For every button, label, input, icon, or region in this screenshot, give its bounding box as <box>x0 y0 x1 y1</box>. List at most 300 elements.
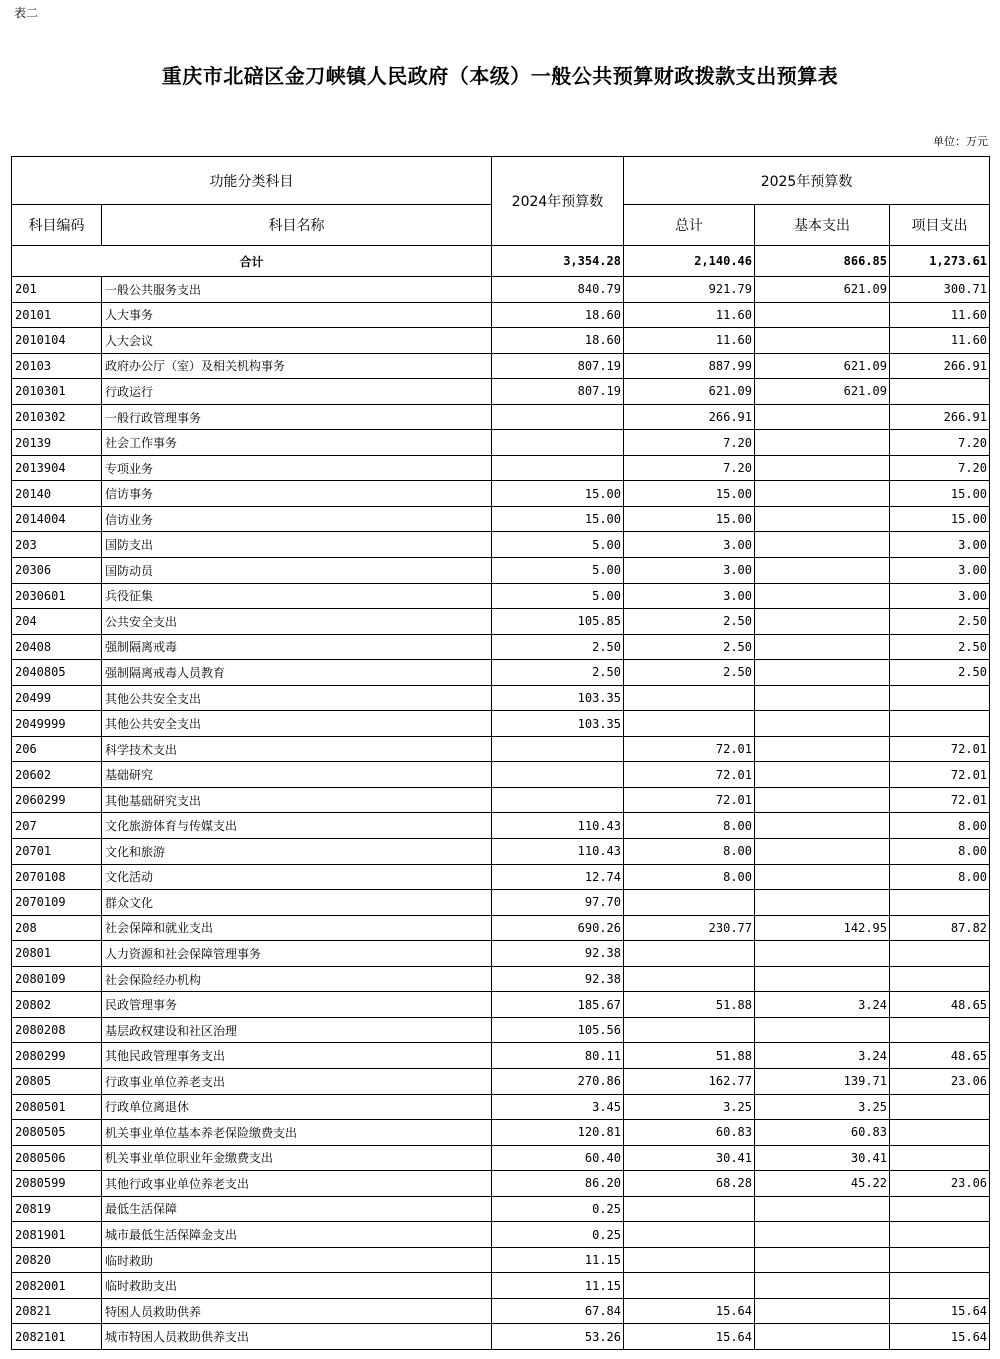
table-row <box>12 302 990 328</box>
row-name: 国防动员 <box>102 558 492 584</box>
row-basic <box>755 711 890 737</box>
row-name: 基础研究 <box>102 762 492 788</box>
table-row <box>12 1145 990 1171</box>
table-row <box>12 583 990 609</box>
row-code: 2070108 <box>12 864 102 890</box>
row-basic <box>755 1298 890 1324</box>
row-basic <box>755 864 890 890</box>
row-b2024: 5.00 <box>492 532 624 558</box>
row-project <box>890 1017 990 1043</box>
row-project <box>890 941 990 967</box>
row-total: 72.01 <box>624 736 755 762</box>
row-project: 15.00 <box>890 481 990 507</box>
row-code: 2080501 <box>12 1094 102 1120</box>
row-name: 政府办公厅（室）及相关机构事务 <box>102 353 492 379</box>
table-body <box>12 246 990 1350</box>
row-project <box>890 1094 990 1120</box>
row-code: 2030601 <box>12 583 102 609</box>
row-code: 20408 <box>12 634 102 660</box>
row-name: 国防支出 <box>102 532 492 558</box>
row-name: 文化和旅游 <box>102 839 492 865</box>
table-row <box>12 1043 990 1069</box>
row-code: 201 <box>12 277 102 303</box>
row-basic <box>755 1196 890 1222</box>
row-code: 2082001 <box>12 1273 102 1299</box>
row-name: 公共安全支出 <box>102 609 492 635</box>
row-code: 20819 <box>12 1196 102 1222</box>
row-project: 72.01 <box>890 736 990 762</box>
row-basic <box>755 941 890 967</box>
table-row <box>12 1068 990 1094</box>
row-project: 23.06 <box>890 1068 990 1094</box>
row-basic <box>755 609 890 635</box>
row-b2024: 11.15 <box>492 1247 624 1273</box>
row-project <box>890 1247 990 1273</box>
table-row <box>12 685 990 711</box>
row-total: 7.20 <box>624 430 755 456</box>
row-name: 一般行政管理事务 <box>102 404 492 430</box>
row-total: 15.64 <box>624 1298 755 1324</box>
row-name: 城市特困人员救助供养支出 <box>102 1324 492 1350</box>
row-project: 15.00 <box>890 506 990 532</box>
row-basic <box>755 583 890 609</box>
row-code: 2080299 <box>12 1043 102 1069</box>
row-total: 3.00 <box>624 583 755 609</box>
row-project: 15.64 <box>890 1324 990 1350</box>
row-code: 2013904 <box>12 455 102 481</box>
table-row <box>12 1094 990 1120</box>
row-b2024 <box>492 762 624 788</box>
table-row <box>12 277 990 303</box>
table-row <box>12 353 990 379</box>
row-code: 2080506 <box>12 1145 102 1171</box>
row-total <box>624 685 755 711</box>
row-basic: 3.25 <box>755 1094 890 1120</box>
row-code: 2060299 <box>12 787 102 813</box>
row-project <box>890 1120 990 1146</box>
row-code: 2080109 <box>12 966 102 992</box>
row-project: 8.00 <box>890 864 990 890</box>
header-basic: 基本支出 <box>755 205 890 246</box>
row-name: 其他行政事业单位养老支出 <box>102 1171 492 1197</box>
table-row <box>12 532 990 558</box>
row-name: 其他基础研究支出 <box>102 787 492 813</box>
row-project <box>890 1222 990 1248</box>
row-code: 208 <box>12 915 102 941</box>
table-row <box>12 1120 990 1146</box>
row-name: 行政单位离退休 <box>102 1094 492 1120</box>
row-basic <box>755 736 890 762</box>
table-row <box>12 379 990 405</box>
row-project: 2.50 <box>890 660 990 686</box>
row-b2024: 67.84 <box>492 1298 624 1324</box>
row-total <box>624 711 755 737</box>
row-b2024: 185.67 <box>492 992 624 1018</box>
row-name: 社会保险经办机构 <box>102 966 492 992</box>
row-basic <box>755 558 890 584</box>
row-name: 科学技术支出 <box>102 736 492 762</box>
row-total: 230.77 <box>624 915 755 941</box>
row-basic: 60.83 <box>755 1120 890 1146</box>
row-total <box>624 966 755 992</box>
row-project: 23.06 <box>890 1171 990 1197</box>
row-total: 2.50 <box>624 634 755 660</box>
table-row <box>12 813 990 839</box>
row-b2024: 110.43 <box>492 839 624 865</box>
row-name: 社会保障和就业支出 <box>102 915 492 941</box>
row-project: 72.01 <box>890 787 990 813</box>
row-code: 2082101 <box>12 1324 102 1350</box>
total-b2024: 3,354.28 <box>492 246 624 277</box>
row-total <box>624 1196 755 1222</box>
table-row <box>12 609 990 635</box>
row-b2024: 105.85 <box>492 609 624 635</box>
header-name: 科目名称 <box>102 205 492 246</box>
row-basic: 3.24 <box>755 992 890 1018</box>
row-project: 8.00 <box>890 839 990 865</box>
row-b2024: 690.26 <box>492 915 624 941</box>
row-total: 2.50 <box>624 660 755 686</box>
row-name: 其他公共安全支出 <box>102 685 492 711</box>
row-basic: 621.09 <box>755 353 890 379</box>
row-project: 2.50 <box>890 634 990 660</box>
row-code: 20805 <box>12 1068 102 1094</box>
row-b2024: 840.79 <box>492 277 624 303</box>
row-name: 其他公共安全支出 <box>102 711 492 737</box>
row-name: 机关事业单位职业年金缴费支出 <box>102 1145 492 1171</box>
header-budget-2024: 2024年预算数 <box>492 157 624 246</box>
row-b2024: 18.60 <box>492 302 624 328</box>
row-b2024: 92.38 <box>492 941 624 967</box>
table-row <box>12 890 990 916</box>
row-project: 72.01 <box>890 762 990 788</box>
row-total: 3.00 <box>624 558 755 584</box>
row-basic <box>755 685 890 711</box>
row-project: 15.64 <box>890 1298 990 1324</box>
row-name: 信访事务 <box>102 481 492 507</box>
row-basic <box>755 839 890 865</box>
row-b2024: 807.19 <box>492 379 624 405</box>
table-number-label: 表二 <box>14 6 39 20</box>
row-b2024 <box>492 404 624 430</box>
row-total: 8.00 <box>624 839 755 865</box>
row-basic <box>755 966 890 992</box>
table-row <box>12 1017 990 1043</box>
row-basic <box>755 328 890 354</box>
row-project: 11.60 <box>890 302 990 328</box>
row-basic <box>755 787 890 813</box>
row-code: 2010302 <box>12 404 102 430</box>
total-row <box>12 246 990 277</box>
header-func-class: 功能分类科目 <box>12 157 492 205</box>
row-name: 其他民政管理事务支出 <box>102 1043 492 1069</box>
row-b2024 <box>492 430 624 456</box>
row-basic: 142.95 <box>755 915 890 941</box>
row-code: 20306 <box>12 558 102 584</box>
row-code: 2080505 <box>12 1120 102 1146</box>
row-code: 2010301 <box>12 379 102 405</box>
row-basic <box>755 455 890 481</box>
row-name: 城市最低生活保障金支出 <box>102 1222 492 1248</box>
row-b2024: 0.25 <box>492 1222 624 1248</box>
header-project: 项目支出 <box>890 205 990 246</box>
row-basic <box>755 890 890 916</box>
row-name: 临时救助支出 <box>102 1273 492 1299</box>
row-b2024: 18.60 <box>492 328 624 354</box>
row-code: 203 <box>12 532 102 558</box>
row-name: 人力资源和社会保障管理事务 <box>102 941 492 967</box>
row-basic: 45.22 <box>755 1171 890 1197</box>
row-project <box>890 1273 990 1299</box>
table-row <box>12 864 990 890</box>
row-code: 2010104 <box>12 328 102 354</box>
row-project: 48.65 <box>890 992 990 1018</box>
row-basic <box>755 506 890 532</box>
row-total: 15.00 <box>624 506 755 532</box>
row-project: 266.91 <box>890 404 990 430</box>
budget-table <box>11 156 990 1350</box>
row-b2024: 270.86 <box>492 1068 624 1094</box>
row-project <box>890 890 990 916</box>
table-row <box>12 1324 990 1350</box>
table-row <box>12 1196 990 1222</box>
row-b2024: 86.20 <box>492 1171 624 1197</box>
row-total: 72.01 <box>624 762 755 788</box>
row-b2024: 12.74 <box>492 864 624 890</box>
row-project: 2.50 <box>890 609 990 635</box>
row-name: 强制隔离戒毒 <box>102 634 492 660</box>
header-total: 总计 <box>624 205 755 246</box>
row-project <box>890 685 990 711</box>
row-code: 204 <box>12 609 102 635</box>
table-row <box>12 762 990 788</box>
row-basic <box>755 404 890 430</box>
row-project: 300.71 <box>890 277 990 303</box>
row-total <box>624 890 755 916</box>
row-total: 3.00 <box>624 532 755 558</box>
row-total: 15.00 <box>624 481 755 507</box>
row-code: 2081901 <box>12 1222 102 1248</box>
row-code: 20802 <box>12 992 102 1018</box>
row-basic <box>755 634 890 660</box>
row-project <box>890 711 990 737</box>
row-b2024: 0.25 <box>492 1196 624 1222</box>
row-name: 兵役征集 <box>102 583 492 609</box>
table-row <box>12 711 990 737</box>
row-project: 3.00 <box>890 532 990 558</box>
table-row <box>12 736 990 762</box>
row-project: 3.00 <box>890 558 990 584</box>
row-total: 15.64 <box>624 1324 755 1350</box>
row-total: 60.83 <box>624 1120 755 1146</box>
row-code: 20801 <box>12 941 102 967</box>
row-code: 20140 <box>12 481 102 507</box>
header-budget-2025: 2025年预算数 <box>624 157 990 205</box>
row-name: 最低生活保障 <box>102 1196 492 1222</box>
row-code: 2014004 <box>12 506 102 532</box>
table-row <box>12 839 990 865</box>
row-code: 20820 <box>12 1247 102 1273</box>
row-total: 11.60 <box>624 302 755 328</box>
row-basic <box>755 1273 890 1299</box>
row-code: 20499 <box>12 685 102 711</box>
row-total <box>624 941 755 967</box>
row-b2024: 105.56 <box>492 1017 624 1043</box>
table-row <box>12 455 990 481</box>
row-total: 51.88 <box>624 1043 755 1069</box>
row-name: 文化旅游体育与传媒支出 <box>102 813 492 839</box>
row-basic <box>755 430 890 456</box>
row-total: 30.41 <box>624 1145 755 1171</box>
row-total <box>624 1017 755 1043</box>
table-row <box>12 992 990 1018</box>
row-total <box>624 1247 755 1273</box>
row-project: 7.20 <box>890 430 990 456</box>
table-row <box>12 1298 990 1324</box>
row-b2024: 11.15 <box>492 1273 624 1299</box>
row-basic <box>755 481 890 507</box>
table-row <box>12 1273 990 1299</box>
row-code: 206 <box>12 736 102 762</box>
row-code: 2080208 <box>12 1017 102 1043</box>
row-basic: 30.41 <box>755 1145 890 1171</box>
row-basic <box>755 532 890 558</box>
row-name: 群众文化 <box>102 890 492 916</box>
row-project: 11.60 <box>890 328 990 354</box>
row-total: 621.09 <box>624 379 755 405</box>
row-name: 临时救助 <box>102 1247 492 1273</box>
page-title: 重庆市北碚区金刀峡镇人民政府（本级）一般公共预算财政拨款支出预算表 <box>161 64 839 88</box>
row-basic: 621.09 <box>755 379 890 405</box>
row-code: 20602 <box>12 762 102 788</box>
row-project: 8.00 <box>890 813 990 839</box>
row-total: 7.20 <box>624 455 755 481</box>
row-b2024: 53.26 <box>492 1324 624 1350</box>
row-name: 文化活动 <box>102 864 492 890</box>
row-code: 20101 <box>12 302 102 328</box>
row-b2024: 120.81 <box>492 1120 624 1146</box>
row-code: 207 <box>12 813 102 839</box>
table-header <box>12 157 990 246</box>
row-total: 8.00 <box>624 864 755 890</box>
row-total: 266.91 <box>624 404 755 430</box>
row-project <box>890 1145 990 1171</box>
row-b2024: 92.38 <box>492 966 624 992</box>
row-project: 48.65 <box>890 1043 990 1069</box>
table-row <box>12 1171 990 1197</box>
table-row <box>12 558 990 584</box>
row-project: 3.00 <box>890 583 990 609</box>
row-basic <box>755 762 890 788</box>
total-project: 1,273.61 <box>890 246 990 277</box>
row-basic <box>755 302 890 328</box>
row-name: 民政管理事务 <box>102 992 492 1018</box>
row-name: 专项业务 <box>102 455 492 481</box>
row-b2024: 3.45 <box>492 1094 624 1120</box>
row-name: 行政运行 <box>102 379 492 405</box>
row-code: 2080599 <box>12 1171 102 1197</box>
row-b2024: 80.11 <box>492 1043 624 1069</box>
row-project <box>890 966 990 992</box>
row-total: 51.88 <box>624 992 755 1018</box>
table-row <box>12 328 990 354</box>
row-project: 266.91 <box>890 353 990 379</box>
header-code: 科目编码 <box>12 205 102 246</box>
table-row <box>12 481 990 507</box>
row-b2024: 2.50 <box>492 634 624 660</box>
row-total <box>624 1273 755 1299</box>
row-code: 20821 <box>12 1298 102 1324</box>
row-b2024: 807.19 <box>492 353 624 379</box>
row-total: 11.60 <box>624 328 755 354</box>
row-name: 强制隔离戒毒人员教育 <box>102 660 492 686</box>
row-code: 20103 <box>12 353 102 379</box>
row-name: 人大事务 <box>102 302 492 328</box>
row-total <box>624 1222 755 1248</box>
row-b2024: 103.35 <box>492 711 624 737</box>
table-row <box>12 1247 990 1273</box>
row-b2024: 97.70 <box>492 890 624 916</box>
row-total: 72.01 <box>624 787 755 813</box>
row-basic <box>755 1222 890 1248</box>
row-total: 3.25 <box>624 1094 755 1120</box>
table-row <box>12 966 990 992</box>
table-row <box>12 941 990 967</box>
row-project <box>890 379 990 405</box>
row-b2024: 5.00 <box>492 583 624 609</box>
row-total: 8.00 <box>624 813 755 839</box>
row-total: 68.28 <box>624 1171 755 1197</box>
table-row <box>12 506 990 532</box>
row-name: 特困人员救助供养 <box>102 1298 492 1324</box>
row-project <box>890 1196 990 1222</box>
row-b2024: 5.00 <box>492 558 624 584</box>
row-b2024: 15.00 <box>492 481 624 507</box>
table-row <box>12 430 990 456</box>
row-basic <box>755 1324 890 1350</box>
unit-label: 单位：万元 <box>933 135 988 148</box>
row-name: 信访业务 <box>102 506 492 532</box>
row-total: 921.79 <box>624 277 755 303</box>
row-basic <box>755 1017 890 1043</box>
row-b2024 <box>492 455 624 481</box>
row-name: 一般公共服务支出 <box>102 277 492 303</box>
row-basic <box>755 660 890 686</box>
total-total: 2,140.46 <box>624 246 755 277</box>
row-b2024: 110.43 <box>492 813 624 839</box>
row-code: 2040805 <box>12 660 102 686</box>
row-code: 2049999 <box>12 711 102 737</box>
table-row <box>12 634 990 660</box>
row-total: 2.50 <box>624 609 755 635</box>
row-name: 社会工作事务 <box>102 430 492 456</box>
row-basic: 139.71 <box>755 1068 890 1094</box>
table-row <box>12 915 990 941</box>
row-b2024: 2.50 <box>492 660 624 686</box>
row-name: 行政事业单位养老支出 <box>102 1068 492 1094</box>
table-row <box>12 660 990 686</box>
total-basic: 866.85 <box>755 246 890 277</box>
row-basic: 621.09 <box>755 277 890 303</box>
row-name: 机关事业单位基本养老保险缴费支出 <box>102 1120 492 1146</box>
row-project: 87.82 <box>890 915 990 941</box>
row-name: 人大会议 <box>102 328 492 354</box>
row-total: 162.77 <box>624 1068 755 1094</box>
row-code: 20701 <box>12 839 102 865</box>
row-project: 7.20 <box>890 455 990 481</box>
row-b2024: 103.35 <box>492 685 624 711</box>
row-b2024: 15.00 <box>492 506 624 532</box>
